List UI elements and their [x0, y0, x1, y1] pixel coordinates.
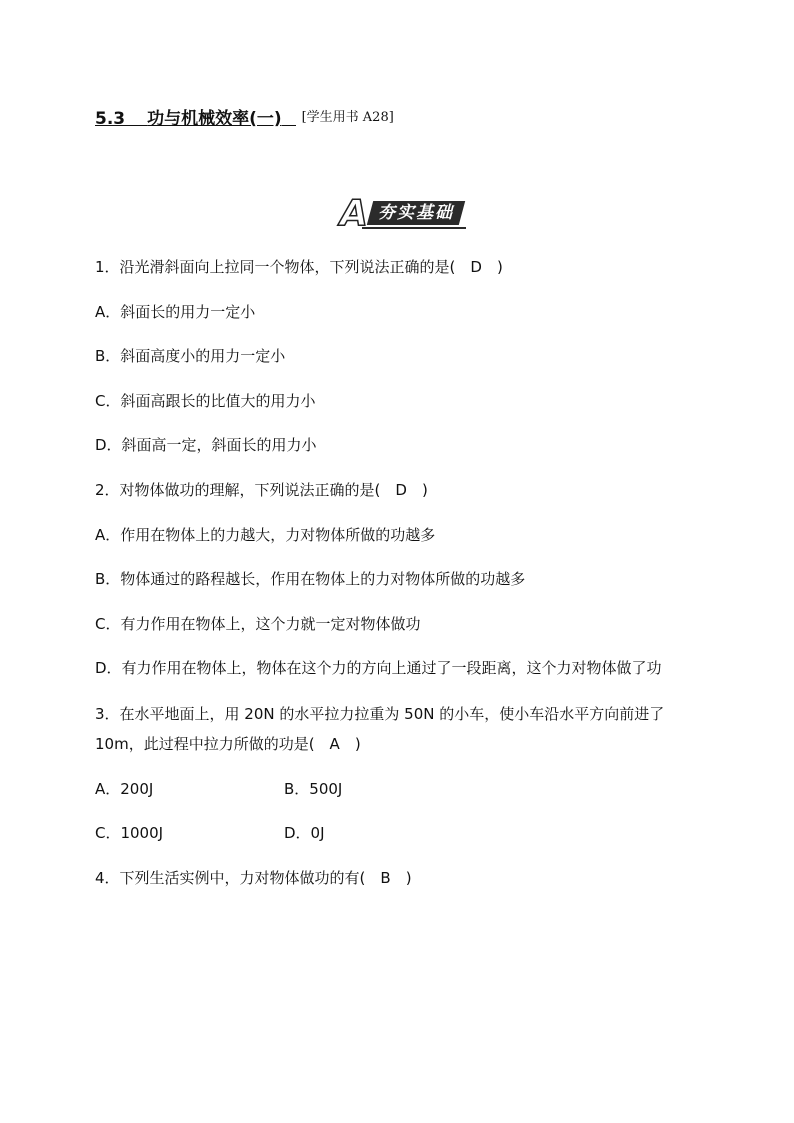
- section-number: 5.3: [95, 109, 126, 129]
- book-reference: [学生用书 A28]: [301, 110, 394, 125]
- question-3-stem-line1: 3．在水平地面上，用 20N 的水平拉力拉重为 50N 的小车，使小车沿水平方向前进了: [95, 705, 665, 723]
- question-3-options-row1: [95, 778, 343, 799]
- badge-letter: A: [340, 193, 368, 234]
- question-3-stem-line2: 10m，此过程中拉力所做的功是( A ): [95, 735, 361, 753]
- question-3-option-c: C．1000J: [95, 824, 164, 842]
- section-title: [95, 104, 394, 129]
- question-1-option-d: D．斜面高一定，斜面长的用力小: [95, 436, 317, 454]
- question-3-options-row2: [95, 822, 325, 843]
- question-3-option-a: A．200J: [95, 780, 154, 798]
- question-4-stem: 4．下列生活实例中，力对物体做功的有( B ): [95, 869, 412, 887]
- question-2-option-b: B．物体通过的路程越长，作用在物体上的力对物体所做的功越多: [95, 570, 526, 588]
- question-1-stem: 1．沿光滑斜面向上拉同一个物体，下列说法正确的是( D ): [95, 258, 503, 276]
- question-3-option-b: B．500J: [284, 780, 343, 798]
- question-1-option-b: B．斜面高度小的用力一定小: [95, 347, 286, 365]
- badge-label: 夯实基础: [378, 203, 454, 223]
- question-1-option-a: A．斜面长的用力一定小: [95, 303, 256, 321]
- section-name: 功与机械效率(一): [147, 109, 282, 129]
- question-3-option-d: D．0J: [284, 824, 325, 842]
- question-2-option-c: C．有力作用在物体上，这个力就一定对物体做功: [95, 615, 421, 633]
- question-2-stem: 2．对物体做功的理解，下列说法正确的是( D ): [95, 481, 428, 499]
- question-2-option-a: A．作用在物体上的力越大，力对物体所做的功越多: [95, 526, 436, 544]
- section-badge: [340, 193, 466, 234]
- question-1-option-c: C．斜面高跟长的比值大的用力小: [95, 392, 316, 410]
- question-2-option-d: D．有力作用在物体上，物体在这个力的方向上通过了一段距离，这个力对物体做了功: [95, 659, 662, 677]
